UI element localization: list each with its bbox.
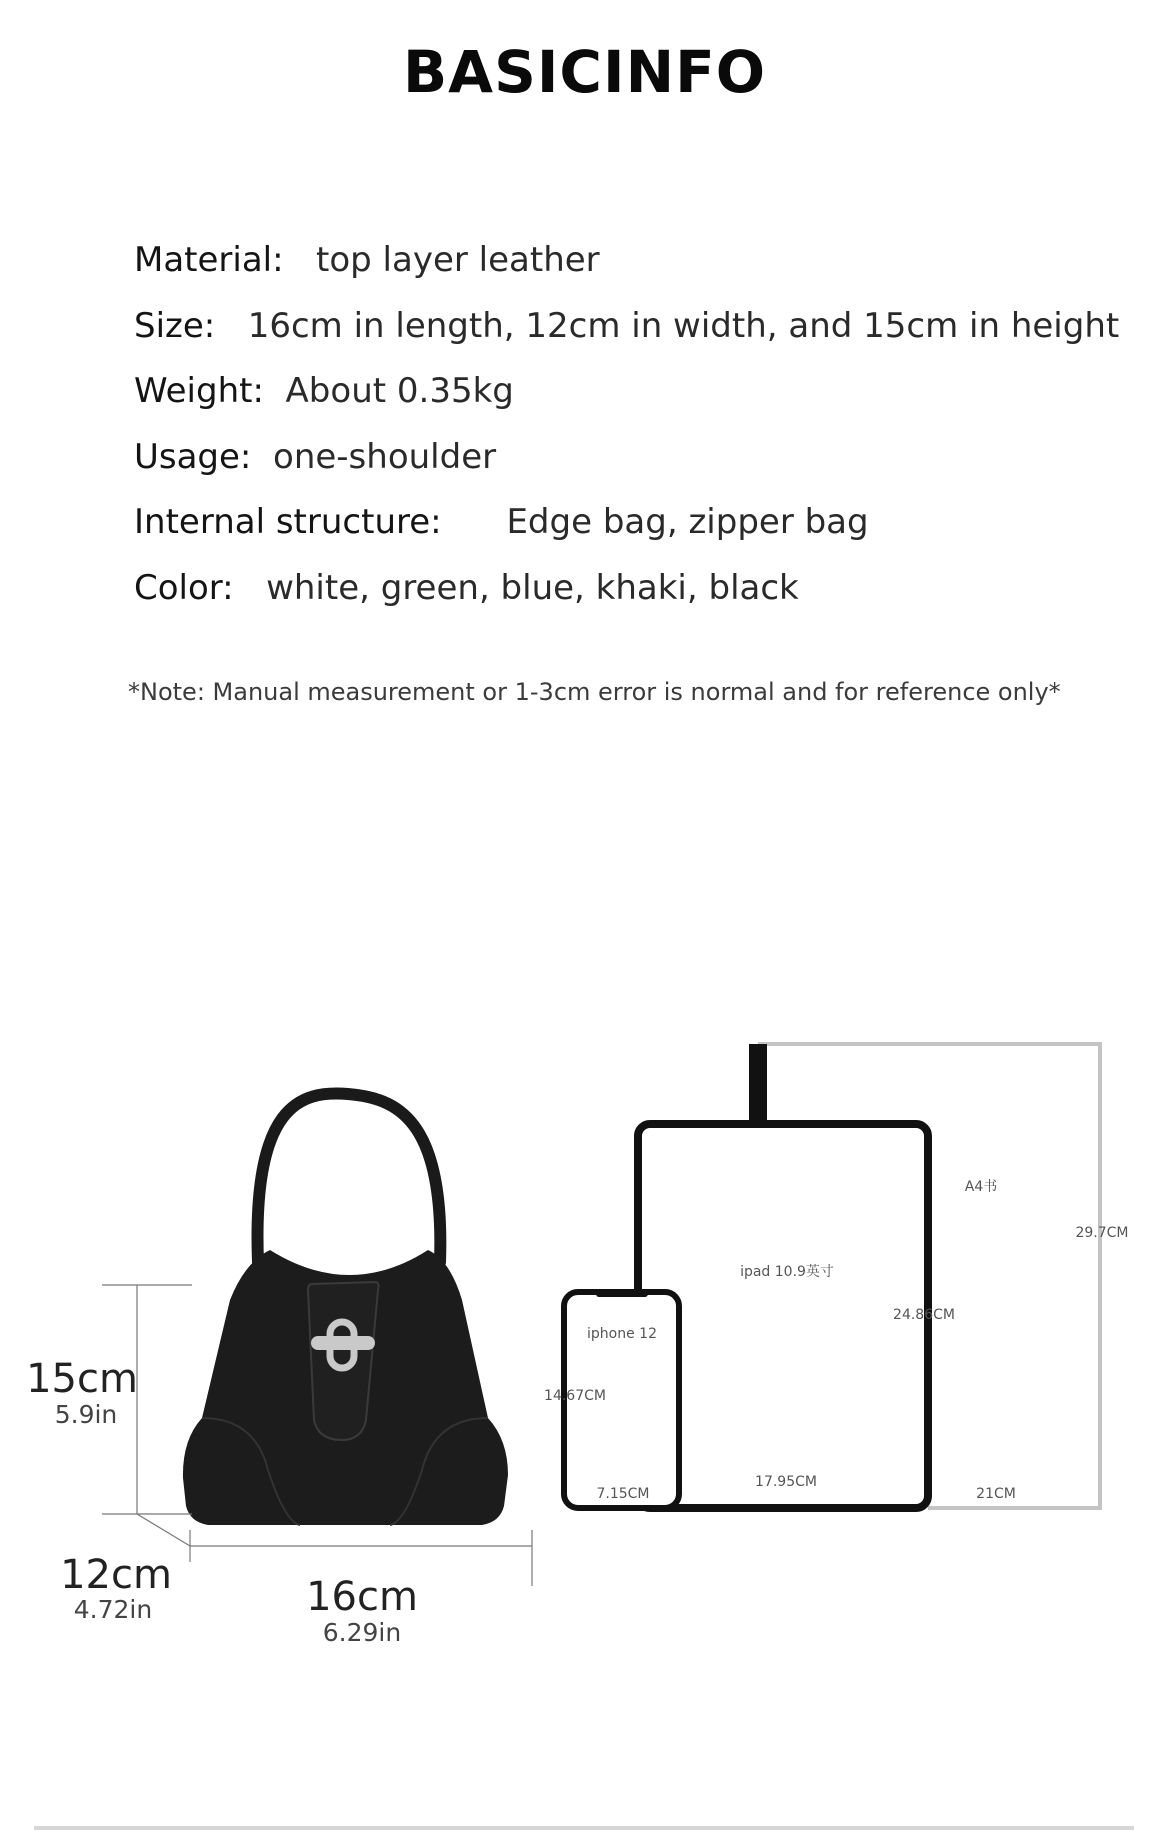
- a4-label: A4书: [964, 1179, 998, 1195]
- bottom-divider: [34, 1826, 1134, 1830]
- spec-label: Material:: [134, 240, 284, 280]
- iphone-label: iphone 12: [587, 1326, 657, 1342]
- bag-illustration: [183, 1093, 508, 1525]
- spec-label: Usage:: [134, 436, 252, 477]
- spec-label: Size:: [134, 305, 216, 346]
- ipad-height-label: 24.86CM: [893, 1307, 955, 1323]
- bag-length-in: 6.29in: [322, 1618, 402, 1647]
- spec-material: [134, 235, 1119, 301]
- iphone-width-label: 7.15CM: [596, 1486, 650, 1502]
- bag-width-in: 4.72in: [73, 1595, 153, 1624]
- spec-list: [134, 235, 1119, 628]
- bag-height-cm: 15cm: [26, 1356, 138, 1402]
- ipad-label: ipad 10.9英寸: [740, 1264, 834, 1280]
- spec-label: Internal structure:: [134, 502, 442, 542]
- a4-width-label: 21CM: [976, 1486, 1016, 1502]
- bag-width-cm: 12cm: [60, 1552, 172, 1598]
- page-title: BASICINFO: [402, 38, 767, 106]
- spec-usage: [134, 432, 1119, 498]
- spec-label: Weight:: [134, 371, 264, 411]
- bag-length-cm: 16cm: [306, 1574, 418, 1620]
- spec-value: top layer leather: [316, 240, 600, 280]
- a4-height-label: 29.7CM: [1075, 1225, 1129, 1241]
- spec-value: white, green, blue, khaki, black: [266, 567, 799, 608]
- spec-size: [134, 301, 1119, 367]
- spec-value: Edge bag, zipper bag: [506, 502, 869, 542]
- spec-value: 16cm in length, 12cm in width, and 15cm in height: [247, 305, 1120, 346]
- spec-label: Color:: [134, 567, 234, 608]
- ipad-width-label: 17.95CM: [755, 1474, 817, 1490]
- spec-color: [134, 563, 1119, 629]
- spec-value: About 0.35kg: [285, 371, 514, 411]
- bag-handle: [257, 1093, 440, 1262]
- spec-internal-structure: [134, 497, 1119, 563]
- size-diagram: [0, 1000, 1169, 1720]
- spec-value: one-shoulder: [273, 436, 497, 477]
- spec-weight: [134, 366, 1119, 432]
- iphone-notch: [596, 1289, 648, 1297]
- bag-height-in: 5.9in: [54, 1400, 118, 1429]
- width-dim-line: [137, 1514, 190, 1546]
- iphone-height-label: 14.67CM: [544, 1388, 606, 1404]
- measurement-note: *Note: Manual measurement or 1-3cm error is normal and for reference only*: [128, 678, 1061, 706]
